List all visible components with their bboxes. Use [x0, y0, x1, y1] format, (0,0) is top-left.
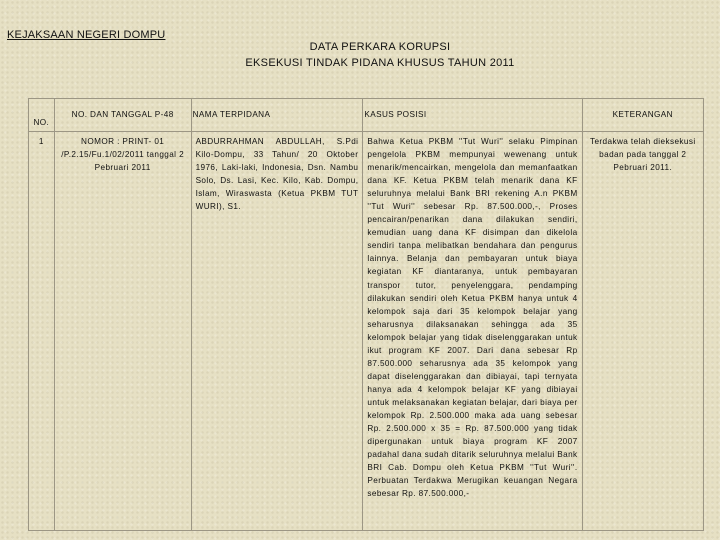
table-header-row — [29, 99, 704, 132]
column-header-nama-terpidana: NAMA TERPIDANA — [191, 99, 363, 132]
column-header-no: NO. — [29, 99, 55, 132]
cell-nama-terpidana: ABDURRAHMAN ABDULLAH, S.Pdi Kilo-Dompu, 33 Tahun/ 20 Oktober 1976, Laki-laki, Indonesia, Dsn. Nambu Solo, Ds. Lasi, Kec. Kilo, Kab. Dompu, Islam, Wiraswasta (Ketua PKBM TUT WURI), S1. — [191, 132, 363, 531]
cell-keterangan: Terdakwa telah dieksekusi badan pada tanggal 2 Pebruari 2011. — [582, 132, 703, 531]
column-header-kasus-posisi: KASUS POSISI — [363, 99, 582, 132]
office-name: KEJAKSAAN NEGERI DOMPU — [7, 29, 166, 41]
case-table — [28, 98, 704, 531]
page-subtitle: EKSEKUSI TINDAK PIDANA KHUSUS TAHUN 2011 — [245, 57, 515, 69]
column-header-keterangan: KETERANGAN — [582, 99, 703, 132]
cell-no: 1 — [29, 132, 55, 531]
page-title: DATA PERKARA KORUPSI — [309, 41, 451, 53]
table-row — [29, 132, 704, 531]
cell-nomor-tanggal: NOMOR : PRINT- 01 /P.2.15/Fu.1/02/2011 tanggal 2 Pebruari 2011 — [54, 132, 191, 531]
cell-kasus-posisi: Bahwa Ketua PKBM ''Tut Wuri'' selaku Pimpinan pengelola PKBM mempunyai wewenang untuk menarik/mencairkan, mengelola dan memanfaatkan dana KF. Ketua PKBM telah menarik dana KF seluruhnya melalui Bank BRI rekening A.n PKBM ''Tut Wuri'' sebesar Rp. 87.500.000,-, Proses pencairan/penarikan dana dilakukan sendiri, kemudian uang dana KF disimpan dan dikelola sendiri tanpa melibatkan bendahara dan pengurus lainnya. Belanja dan pembayaran untuk biaya kegiatan KF diantaranya, untuk pembayaran transpor tutor, penyelenggara, pendamping dilakukan sendiri oleh Ketua PKBM hanya untuk 4 kelompok saja dari 35 kelompok belajar yang seharusnya dilaksanakan sehingga ada 35 kelompok belajar yang tidak diselenggarakan untuk ikut program KF 2007. Dari dana sebesar Rp 87.500.000 seharusnya ada 35 kelompok yang dapat diselenggarakan dan dibiayai, tapi ternyata hanya ada 4 kelompok belajar KF yang dibiayai untuk melaksanakan kegiatan belajar, dari biaya per kelompok Rp. 2.500.000 maka ada uang sebesar Rp. 2.500.000 x 35 = Rp. 87.500.000 yang tidak dipergunakan untuk biaya program KF 2007 padahal dana sudah ditarik seluruhnya melalui Bank BRI Cab. Dompu oleh Ketua PKBM ''Tut Wuri''. Perbuatan Terdakwa Merugikan keuangan Negara sebesar Rp. 87.500.000,- — [363, 132, 582, 531]
column-header-nomor-tanggal: NO. DAN TANGGAL P-48 — [54, 99, 191, 132]
